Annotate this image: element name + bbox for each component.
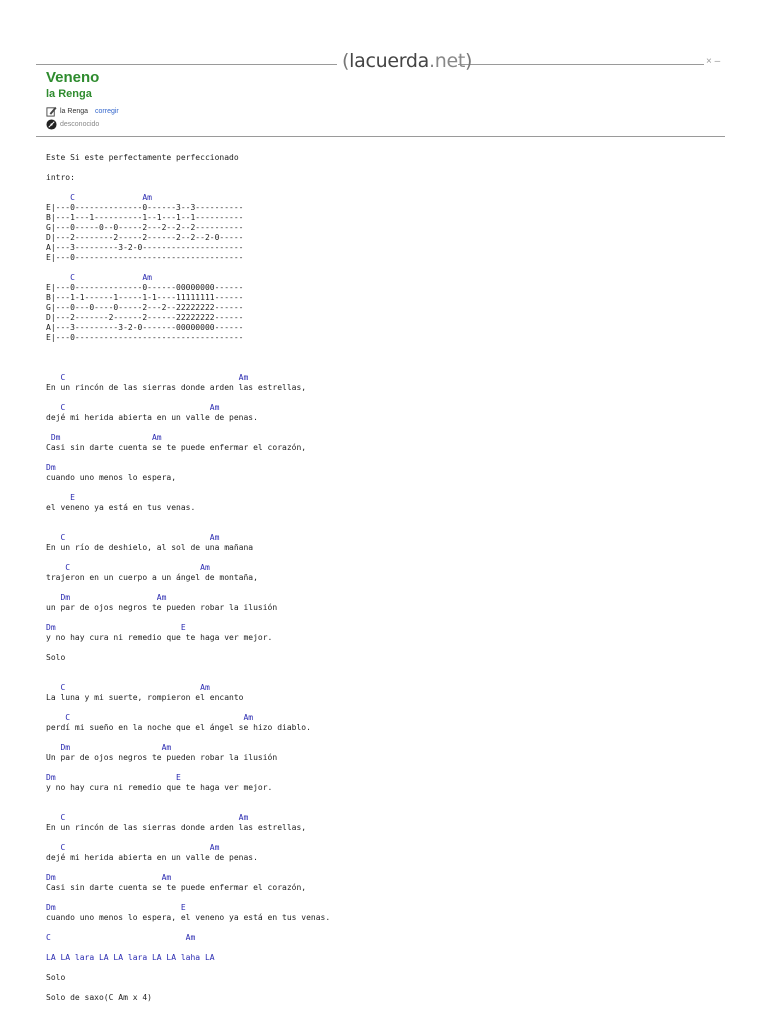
window-controls[interactable]: × – bbox=[706, 56, 721, 67]
lyric-line: cuando uno menos lo espera, bbox=[46, 473, 177, 482]
lyric-line: En un rincón de las sierras donde arden las estrellas, bbox=[46, 823, 307, 832]
chord-line: Dm Am bbox=[46, 433, 162, 442]
lyric-line: La luna y mi suerte, rompieron el encanto bbox=[46, 693, 244, 702]
lyric-line: un par de ojos negros te pueden robar la ilusión bbox=[46, 603, 278, 612]
lyric-line: LA LA lara LA LA lara LA LA laha LA bbox=[46, 953, 215, 962]
logo-paren-close: ) bbox=[465, 50, 473, 72]
chord-line: C Am bbox=[46, 373, 249, 382]
song-title: Veneno bbox=[46, 69, 100, 86]
lyric-line: cuando uno menos lo espera, el veneno ya está en tus venas. bbox=[46, 913, 331, 922]
tab-line: E|---0--------------0------3--3---------- bbox=[46, 203, 244, 212]
lyric-line: el veneno ya está en tus venas. bbox=[46, 503, 196, 512]
tab-line: E|---0----------------------------------- bbox=[46, 333, 244, 342]
edit-icon bbox=[46, 106, 57, 117]
chord-line: C Am bbox=[46, 713, 254, 722]
tab-line: B|---1---1----------1--1---1--1---------- bbox=[46, 213, 244, 222]
tab-line: E|---0----------------------------------- bbox=[46, 253, 244, 262]
chord-line: C Am bbox=[46, 683, 210, 692]
tab-line: D|---2-------2------2------22222222------ bbox=[46, 313, 244, 322]
chord-line: C Am bbox=[46, 933, 196, 942]
lyric-line: Solo bbox=[46, 653, 66, 662]
lyric-line: Casi sin darte cuenta se te puede enfermar el corazón, bbox=[46, 443, 307, 452]
disc-name: desconocido bbox=[60, 121, 100, 128]
tab-line: B|---1-1------1-----1-1----11111111------ bbox=[46, 293, 244, 302]
song-artist[interactable]: la Renga bbox=[46, 88, 92, 100]
logo-name: lacuerda bbox=[349, 50, 430, 72]
disc-icon bbox=[46, 119, 57, 130]
editor-row bbox=[46, 106, 119, 117]
lyric-line: dejé mi herida abierta en un valle de penas. bbox=[46, 853, 258, 862]
lyric-line: trajeron en un cuerpo a un ángel de montaña, bbox=[46, 573, 258, 582]
lyric-line: Solo bbox=[46, 973, 66, 982]
lyric-line: En un rincón de las sierras donde arden las estrellas, bbox=[46, 383, 307, 392]
lyric-line: Solo de saxo(C Am x 4) bbox=[46, 993, 152, 1002]
header-rule-left bbox=[36, 64, 337, 65]
tab-line: A|---3---------3-2-0-------00000000------ bbox=[46, 323, 244, 332]
chord-line: Dm bbox=[46, 463, 56, 472]
logo-paren-open: ( bbox=[342, 50, 350, 72]
chord-line: Dm Am bbox=[46, 743, 172, 752]
lyric-line: perdí mi sueño en la noche que el ángel se hizo diablo. bbox=[46, 723, 311, 732]
lyric-line: y no hay cura ni remedio que te haga ver mejor. bbox=[46, 633, 273, 642]
lyric-line: intro: bbox=[46, 173, 75, 182]
chord-line: Dm E bbox=[46, 623, 186, 632]
tab-line: G|---0---0----0-----2---2--22222222------ bbox=[46, 303, 244, 312]
chord-line: C Am bbox=[46, 273, 152, 282]
tab-line: E|---0--------------0------00000000------ bbox=[46, 283, 244, 292]
lyric-line: En un río de deshielo, al sol de una mañana bbox=[46, 543, 254, 552]
edit-link[interactable]: corregir bbox=[95, 108, 119, 115]
header-separator bbox=[36, 136, 725, 137]
editor-name: la Renga bbox=[60, 108, 89, 115]
disc-row bbox=[46, 119, 99, 130]
chord-line: C Am bbox=[46, 193, 152, 202]
header-rule-right bbox=[458, 64, 704, 65]
logo-tld: .net bbox=[429, 50, 466, 72]
chord-line: Dm E bbox=[46, 903, 186, 912]
chord-line: E bbox=[46, 493, 75, 502]
song-body bbox=[46, 153, 330, 1003]
lyric-line: dejé mi herida abierta en un valle de penas. bbox=[46, 413, 258, 422]
chord-line: C Am bbox=[46, 533, 220, 542]
lyric-line: y no hay cura ni remedio que te haga ver mejor. bbox=[46, 783, 273, 792]
lyric-line: Casi sin darte cuenta se te puede enfermar el corazón, bbox=[46, 883, 307, 892]
tab-line: D|---2--------2-----2------2--2--2-0----- bbox=[46, 233, 244, 242]
tab-line: G|---0-----0--0-----2---2--2--2---------- bbox=[46, 223, 244, 232]
chord-line: C Am bbox=[46, 813, 249, 822]
chord-line: Dm E bbox=[46, 773, 181, 782]
chord-line: Dm Am bbox=[46, 873, 172, 882]
site-logo[interactable] bbox=[342, 50, 472, 72]
lyric-line: Este Si este perfectamente perfeccionado bbox=[46, 153, 239, 162]
chord-line: Dm Am bbox=[46, 593, 167, 602]
tab-line: A|---3---------3-2-0--------------------- bbox=[46, 243, 244, 252]
chord-line: C Am bbox=[46, 403, 220, 412]
lyric-line: Un par de ojos negros te pueden robar la ilusión bbox=[46, 753, 278, 762]
chord-line: C Am bbox=[46, 843, 220, 852]
chord-line: C Am bbox=[46, 563, 210, 572]
